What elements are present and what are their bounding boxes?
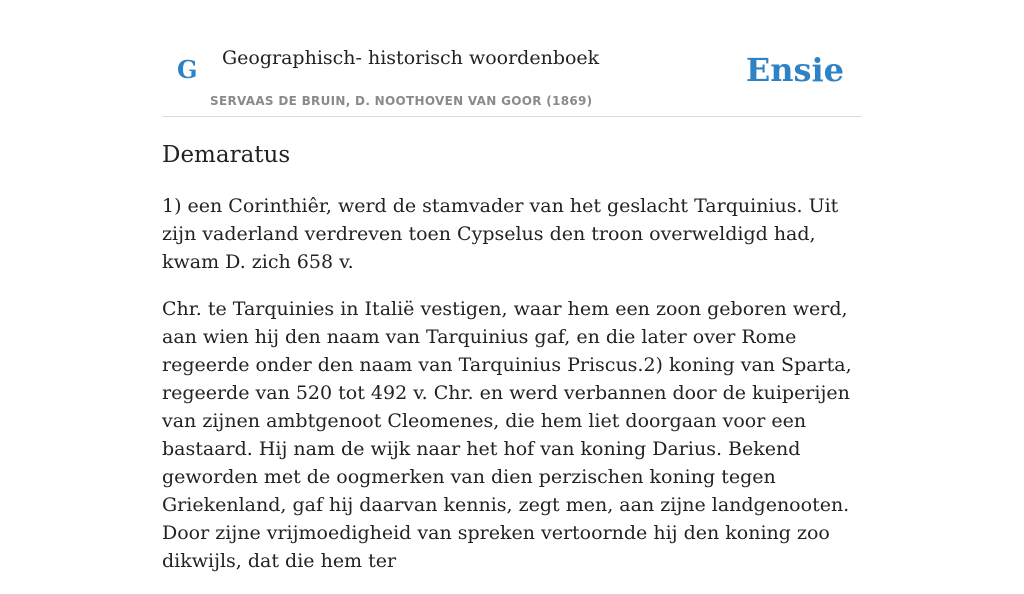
dictionary-title: Geographisch- historisch woordenboek — [222, 47, 600, 69]
entry-body — [162, 192, 862, 594]
ensie-logo-link[interactable]: Ensie — [745, 51, 844, 89]
dictionary-authors: SERVAAS DE BRUIN, D. NOOTHOVEN VAN GOOR (1869) — [210, 94, 593, 108]
dictionary-header — [162, 0, 862, 117]
letter-g-icon: G — [177, 55, 198, 84]
entry-paragraph: 1) een Corinthiêr, werd de stamvader van het geslacht Tarquinius. Uit zijn vaderland verdreven toen Cypselus den troon overweldigd had, kwam D. zich 658 v. — [162, 195, 839, 273]
entry-title: Demaratus — [162, 142, 291, 168]
page — [162, 0, 862, 572]
entry-paragraph: Chr. te Tarquinies in Italië vestigen, waar hem een zoon geboren werd, aan wien hij den naam van Tarquinius gaf, en die later over Rome regeerde onder den naam van Tarquinius Priscus.2) koning van Sparta, regeerde van 520 tot 492 v. Chr. en werd verbannen door de kuiperijen van zijnen ambtgenoot Cleomenes, die hem liet doorgaan voor een bastaard. Hij nam de wijk naar het hof van koning Darius. Bekend geworden met de oogmerken van dien perzischen koning tegen Griekenland, gaf hij daarvan kennis, zegt men, aan zijne landgenooten. Door zijne vrijmoedigheid van spreken vertoornde hij den koning zoo dikwijls, dat die hem ter — [162, 298, 852, 572]
